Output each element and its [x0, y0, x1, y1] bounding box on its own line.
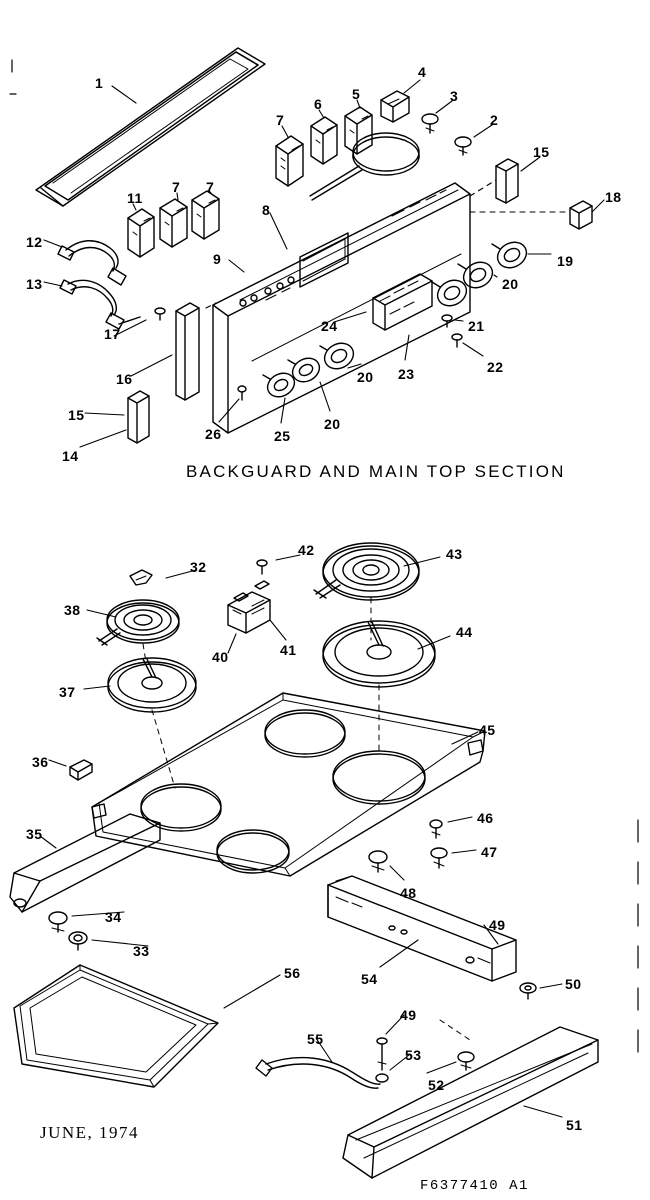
- fasteners-left-lower: [49, 912, 87, 950]
- revision-date-label: JUNE, 1974: [40, 1123, 140, 1142]
- callout-number-2: 2: [490, 112, 499, 128]
- callout-number-40: 40: [212, 649, 229, 665]
- callout-number-41: 41: [280, 642, 297, 658]
- screw-42: [257, 560, 267, 574]
- callout-number-34: 34: [105, 909, 122, 925]
- drip-pan-left: [108, 658, 196, 712]
- callout-number-38: 38: [64, 602, 81, 618]
- callout-number-20: 20: [502, 276, 519, 292]
- rod-55: [256, 1058, 380, 1089]
- callout-number-7: 7: [276, 112, 285, 128]
- callout-number-15: 15: [533, 144, 550, 160]
- side-brackets: [128, 159, 592, 443]
- callout-number-50: 50: [565, 976, 582, 992]
- document-number: F6377410 A1: [420, 1178, 529, 1194]
- fasteners-bottom: [376, 983, 536, 1082]
- coil-element: [310, 133, 419, 200]
- callout-number-23: 23: [398, 366, 415, 382]
- drip-pan-right: [323, 621, 435, 687]
- receptacle-block: [228, 581, 270, 633]
- callout-number-16: 16: [116, 371, 133, 387]
- callout-number-49: 49: [400, 1007, 417, 1023]
- callout-number-25: 25: [274, 428, 291, 444]
- callout-number-45: 45: [479, 722, 496, 738]
- callout-number-51: 51: [566, 1117, 583, 1133]
- small-fasteners: [155, 308, 462, 400]
- callout-number-46: 46: [477, 810, 494, 826]
- callout-number-54: 54: [361, 971, 378, 987]
- callout-number-32: 32: [190, 559, 207, 575]
- callout-number-22: 22: [487, 359, 504, 375]
- callout-number-14: 14: [62, 448, 79, 464]
- grommet-36: [70, 760, 92, 780]
- fasteners-right-lower: [369, 820, 447, 872]
- backguard-trim-panel: [36, 48, 265, 206]
- control-knobs-right: [432, 237, 531, 310]
- bracket-rail-54: [328, 876, 516, 981]
- callout-number-3: 3: [450, 88, 459, 104]
- wire-harness: [58, 241, 140, 329]
- callout-number-42: 42: [298, 542, 315, 558]
- callout-number-17: 17: [104, 326, 121, 342]
- callout-number-35: 35: [26, 826, 43, 842]
- callout-number-53: 53: [405, 1047, 422, 1063]
- callout-number-1: 1: [95, 75, 104, 91]
- control-module: [373, 274, 432, 330]
- callout-number-43: 43: [446, 546, 463, 562]
- callout-number-19: 19: [557, 253, 574, 269]
- callout-number-15: 15: [68, 407, 85, 423]
- callout-number-5: 5: [352, 86, 361, 102]
- callout-number-6: 6: [314, 96, 323, 112]
- callout-number-26: 26: [205, 426, 222, 442]
- callout-number-13: 13: [26, 276, 43, 292]
- callout-number-7: 7: [206, 179, 215, 195]
- callout-number-20: 20: [324, 416, 341, 432]
- callout-number-24: 24: [321, 318, 338, 334]
- callout-number-18: 18: [605, 189, 622, 205]
- burner-element-rear-right: [314, 543, 419, 600]
- callout-number-20: 20: [357, 369, 374, 385]
- callout-number-37: 37: [59, 684, 76, 700]
- main-cooktop-panel: [92, 693, 485, 876]
- callout-number-33: 33: [133, 943, 150, 959]
- backguard-console-body: [213, 183, 470, 433]
- front-trim-rail-51: [343, 1027, 598, 1178]
- callout-number-36: 36: [32, 754, 49, 770]
- callout-number-49: 49: [489, 917, 506, 933]
- callout-number-7: 7: [172, 179, 181, 195]
- callout-number-47: 47: [481, 844, 498, 860]
- callout-number-9: 9: [213, 251, 222, 267]
- callout-number-11: 11: [127, 190, 143, 206]
- callout-number-55: 55: [307, 1031, 324, 1047]
- callout-number-4: 4: [418, 64, 427, 80]
- clip-32: [130, 570, 152, 585]
- callout-number-8: 8: [262, 202, 271, 218]
- door-panel-56: [14, 965, 218, 1087]
- callout-number-21: 21: [468, 318, 485, 334]
- callout-number-48: 48: [400, 885, 417, 901]
- burner-element-rear-left: [97, 600, 179, 645]
- callout-number-12: 12: [26, 234, 43, 250]
- section-title: BACKGUARD AND MAIN TOP SECTION: [186, 462, 566, 481]
- callout-number-52: 52: [428, 1077, 445, 1093]
- callout-number-44: 44: [456, 624, 473, 640]
- callout-number-56: 56: [284, 965, 301, 981]
